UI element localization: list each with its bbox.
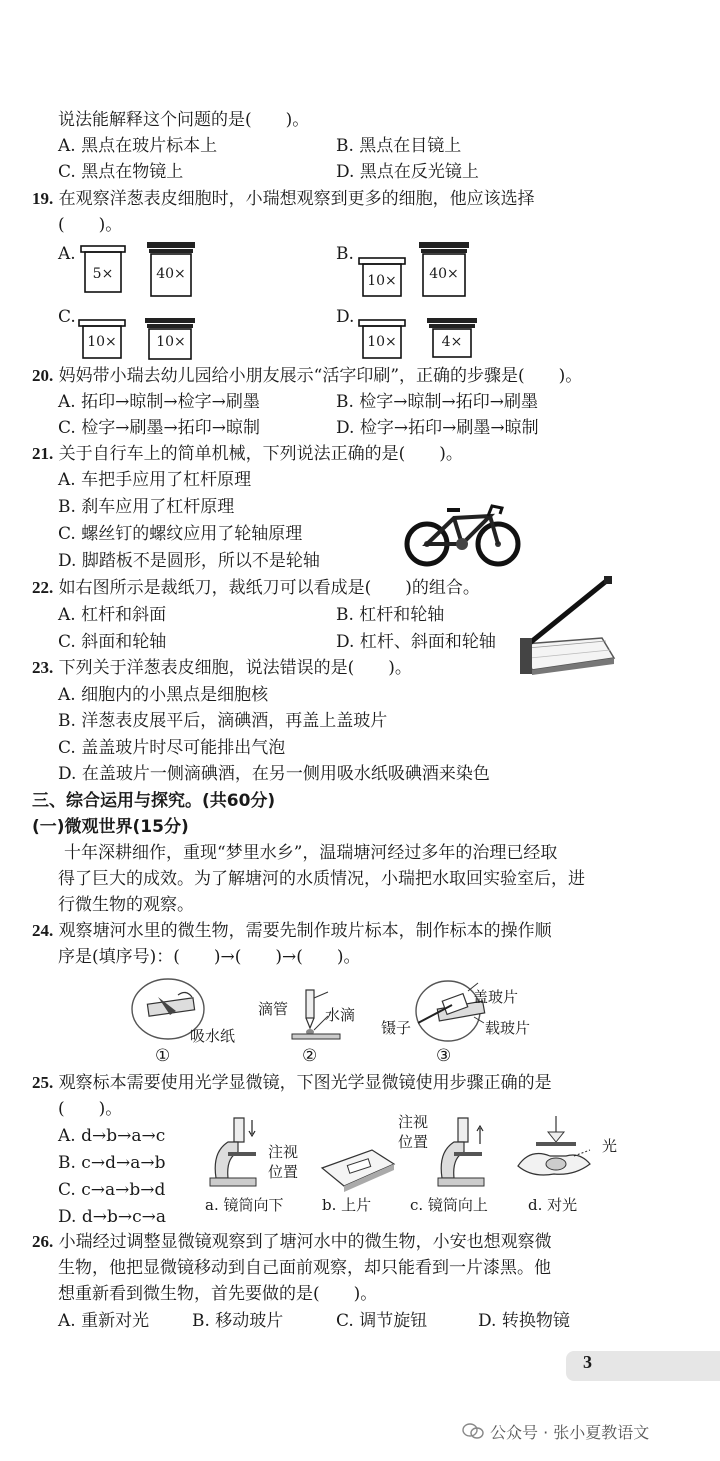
q25-text: 观察标本需要使用光学显微镜，下图光学显微镜使用步骤正确的是: [58, 1073, 552, 1093]
q19-a-objective: 40×: [156, 266, 186, 282]
q25-watch-label-2a: 注视: [398, 1113, 429, 1131]
q20-option-d: D. 检字→拓印→刷墨→晾制: [336, 418, 539, 438]
q21-number: 21.: [32, 444, 54, 463]
q19-c-eyepiece: 10×: [87, 334, 117, 350]
q25-watch-label-2b: 位置: [398, 1133, 429, 1151]
q19-option-d-label: D.: [336, 307, 355, 327]
q20-option-c: C. 检字→刷墨→拓印→晾制: [58, 418, 260, 438]
q18-option-d: D. 黑点在反光镜上: [336, 162, 479, 182]
q24-stem: [32, 919, 552, 943]
q23-option-c: C. 盖盖玻片时尽可能排出气泡: [58, 738, 286, 758]
q20-option-b: B. 检字→晾制→拓印→刷墨: [336, 392, 539, 412]
q25-watch-label-1b: 位置: [268, 1163, 299, 1181]
q21-text: 关于自行车上的简单机械，下列说法正确的是( )。: [58, 444, 463, 464]
part-1-heading: (一)微观世界(15分): [32, 817, 189, 837]
q24-figure-2-number: ②: [302, 1046, 318, 1066]
q19-text: 在观察洋葱表皮细胞时，小瑞想观察到更多的细胞，他应该选择: [58, 189, 535, 209]
passage-line-3: 行微生物的观察。: [58, 895, 194, 915]
q21-option-d: D. 脚踏板不是圆形，所以不是轮轴: [58, 551, 320, 571]
q25-step-b-label: b. 上片: [322, 1196, 372, 1214]
q26-stem-1: [32, 1230, 552, 1254]
q19-option-b-lenses: [355, 240, 485, 300]
wechat-icon: [462, 1422, 484, 1440]
q25-step-d-label: d. 对光: [528, 1196, 578, 1214]
q21-option-c: C. 螺丝钉的螺纹应用了轮轴原理: [58, 524, 303, 544]
q25-stem: [32, 1071, 552, 1095]
q24-figure-1-number: ①: [155, 1046, 171, 1066]
q20-text: 妈妈带小瑞去幼儿园给小朋友展示“活字印刷”，正确的步骤是( )。: [58, 366, 583, 386]
q26-stem-3: 想重新看到微生物，首先要做的是( )。: [58, 1284, 378, 1304]
q24-figure-3-number: ③: [436, 1046, 452, 1066]
q19-option-a-label: A.: [58, 244, 76, 264]
paper-cutter-image: [518, 574, 618, 676]
q19-stem: [32, 187, 535, 211]
slide-placement-figure: [318, 1142, 396, 1192]
q18-option-a: A. 黑点在玻片标本上: [58, 136, 218, 156]
bicycle-image: [402, 496, 524, 570]
q19-c-objective: 10×: [156, 334, 186, 350]
q22-option-a: A. 杠杆和斜面: [58, 605, 167, 625]
q24-tweezers-label: 镊子: [381, 1019, 412, 1037]
q19-option-b-label: B.: [336, 244, 354, 264]
q25-option-d: D. d→b→c→a: [58, 1207, 166, 1227]
q24-text: 观察塘河水里的微生物，需要先制作玻片标本，制作标本的操作顺: [58, 921, 552, 941]
q23-stem: [32, 656, 412, 680]
q19-option-c-label: C.: [58, 307, 76, 327]
q26-option-b: B. 移动玻片: [192, 1311, 284, 1331]
passage-line-2: 得了巨大的成效。为了解塘河的水质情况，小瑞把水取回实验室后，进: [58, 869, 585, 889]
q21-stem: [32, 442, 463, 466]
q23-text: 下列关于洋葱表皮细胞，说法错误的是( )。: [58, 658, 412, 678]
q22-option-b: B. 杠杆和轮轴: [336, 605, 445, 625]
q19-b-eyepiece: 10×: [367, 273, 397, 289]
q25-step-a-label: a. 镜筒向下: [205, 1196, 284, 1214]
q25-option-b: B. c→d→a→b: [58, 1153, 166, 1173]
q26-option-c: C. 调节旋钮: [336, 1311, 428, 1331]
q20-stem: [32, 364, 582, 388]
q18-option-c: C. 黑点在物镜上: [58, 162, 184, 182]
q19-a-eyepiece: 5×: [92, 266, 114, 282]
q19-b-objective: 40×: [429, 266, 459, 282]
q25-light-label: 光: [602, 1137, 618, 1155]
q25-stem-2: ( )。: [58, 1099, 123, 1119]
q26-option-d: D. 转换物镜: [478, 1311, 570, 1331]
q25-watch-label-1a: 注视: [268, 1143, 299, 1161]
q24-absorbent-paper-label: 吸水纸: [190, 1027, 236, 1045]
q26-stem-2: 生物，他把显微镜移动到自己面前观察，却只能看到一片漆黑。他: [58, 1258, 551, 1278]
q26-text-1: 小瑞经过调整显微镜观察到了塘河水中的微生物，小安也想观察微: [58, 1232, 552, 1252]
q22-text: 如右图所示是裁纸刀，裁纸刀可以看成是( )的组合。: [58, 578, 480, 598]
section-3-heading: 三、综合运用与探究。(共60分): [32, 791, 276, 811]
q24-dropper-label: 滴管: [258, 1000, 289, 1018]
q19-d-eyepiece: 10×: [367, 334, 397, 350]
page-number: 3: [583, 1352, 592, 1372]
q25-option-a: A. d→b→a→c: [58, 1126, 166, 1146]
q25-option-c: C. c→a→b→d: [58, 1180, 166, 1200]
q19-d-objective: 4×: [441, 334, 463, 350]
q23-option-a: A. 细胞内的小黑点是细胞核: [58, 685, 269, 705]
q21-option-a: A. 车把手应用了杠杆原理: [58, 470, 252, 490]
q18-stem-end: 说法能解释这个问题的是( )。: [58, 110, 310, 130]
q23-option-b: B. 洋葱表皮展平后，滴碘酒，再盖上盖玻片: [58, 711, 388, 731]
q19-stem-2: ( )。: [58, 215, 123, 235]
q22-option-d: D. 杠杆、斜面和轮轴: [336, 632, 496, 652]
q21-option-b: B. 刹车应用了杠杆原理: [58, 497, 235, 517]
q24-water-drop-label: 水滴: [325, 1006, 356, 1024]
q25-number: 25.: [32, 1073, 54, 1092]
q24-number: 24.: [32, 921, 54, 940]
q20-option-a: A. 拓印→晾制→检字→刷墨: [58, 392, 260, 412]
q26-number: 26.: [32, 1232, 54, 1251]
q23-number: 23.: [32, 658, 54, 677]
q22-option-c: C. 斜面和轮轴: [58, 632, 167, 652]
light-adjust-figure: [510, 1112, 600, 1186]
q23-option-d: D. 在盖玻片一侧滴碘酒，在另一侧用吸水纸吸碘酒来染色: [58, 764, 490, 784]
q26-option-a: A. 重新对光: [58, 1311, 150, 1331]
q24-slide-label: 载玻片: [485, 1019, 531, 1037]
q25-step-c-label: c. 镜筒向上: [410, 1196, 488, 1214]
q24-coverslip-label: 盖玻片: [473, 988, 519, 1006]
q19-number: 19.: [32, 189, 54, 208]
q20-number: 20.: [32, 366, 54, 385]
q22-stem: [32, 576, 480, 600]
passage-line-1: 十年深耕细作，重现“梦里水乡”，温瑞塘河经过多年的治理已经取: [64, 843, 558, 863]
q24-stem-2: 序是(填序号)：( )→( )→( )。: [58, 947, 361, 967]
microscope-lower-tube-figure: [204, 1112, 272, 1190]
q22-number: 22.: [32, 578, 54, 597]
microscope-raise-tube-figure: [436, 1112, 496, 1190]
q18-option-b: B. 黑点在目镜上: [336, 136, 462, 156]
watermark-text: 公众号 · 张小夏教语文: [490, 1423, 650, 1442]
